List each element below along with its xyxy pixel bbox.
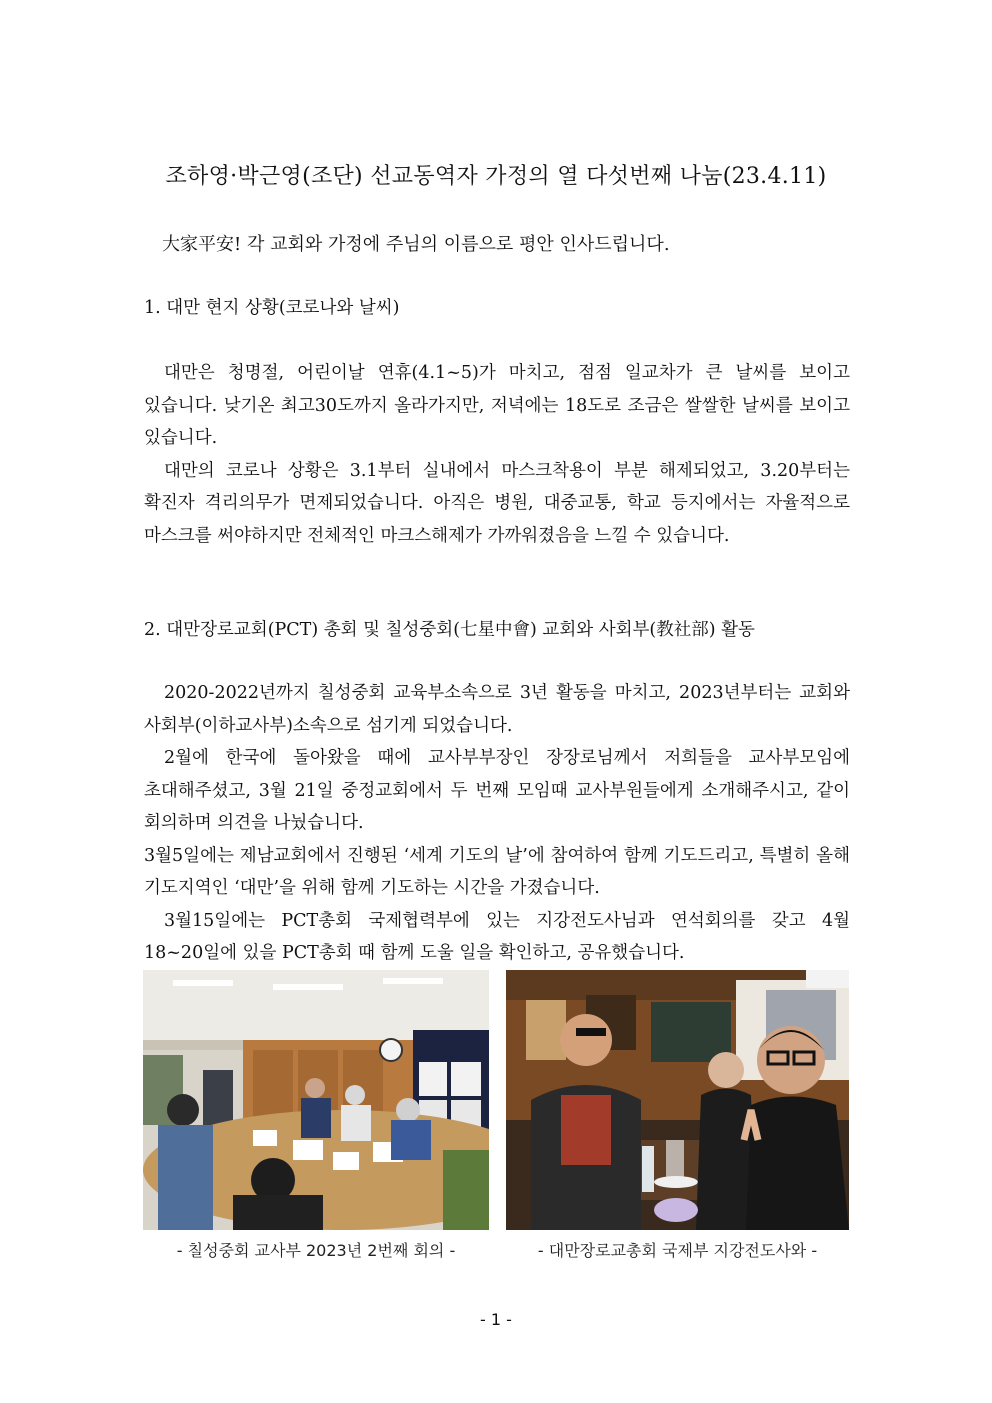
section1-paragraph-2: 대만의 코로나 상황은 3.1부터 실내에서 마스크착용이 부분 해제되었고, 3.20부터는 확진자 격리의무가 면제되었습니다. 아직은 병원, 대중교통, 학교 등지에서는 자율적으로 마스크를 써야하지만 전체적인 마크스해제가 가까워졌음을 느낄 수 있습니다.: [144, 460, 850, 546]
section2-paragraph-4: 3월15일에는 PCT총회 국제협력부에 있는 지강전도사님과 연석회의를 갖고 4월 18~20일에 있을 PCT총회 때 함께 도울 일을 확인하고, 공유했습니다.: [144, 910, 850, 963]
page-number: - 1 -: [480, 1310, 512, 1329]
meeting-photo: [143, 970, 489, 1230]
section2-heading: 2. 대만장로교회(PCT) 총회 및 칠성중회(七星中會) 교회와 사회부(教社部) 활동: [144, 620, 755, 640]
section2-body: [144, 677, 850, 970]
selfie-photo: [506, 970, 849, 1230]
document-title: 조하영·박근영(조단) 선교동역자 가정의 열 다섯번째 나눔(23.4.11): [165, 164, 827, 189]
section1-body: [144, 357, 850, 552]
meeting-photo-caption: - 칠성중회 교사부 2023년 2번째 회의 -: [176, 1241, 456, 1260]
greeting: 大家平安! 각 교회와 가정에 주님의 이름으로 평안 인사드립니다.: [162, 234, 670, 255]
section2-paragraph-1: 2020-2022년까지 칠성중회 교육부소속으로 3년 활동을 마치고, 2023년부터는 교회와 사회부(이하교사부)소속으로 섬기게 되었습니다.: [144, 683, 850, 736]
section1-heading: 1. 대만 현지 상황(코로나와 날씨): [144, 298, 400, 318]
section2-paragraph-3: 3월5일에는 제남교회에서 진행된 ‘세계 기도의 날’에 참여하여 함께 기도드리고, 특별히 올해 기도지역인 ‘대만’을 위해 함께 기도하는 시간을 가졌습니다.: [144, 845, 850, 898]
selfie-photo-caption: - 대만장로교총회 국제부 지강전도사와 -: [537, 1241, 818, 1260]
section1-paragraph-1: 대만은 청명절, 어린이날 연휴(4.1~5)가 마치고, 점점 일교차가 큰 날씨를 보이고 있습니다. 낮기온 최고30도까지 올라가지만, 저녁에는 18도로 조금은 쌀쌀한 날씨를 보이고 있습니다.: [144, 363, 850, 448]
section2-paragraph-2: 2월에 한국에 돌아왔을 때에 교사부부장인 장장로님께서 저희들을 교사부모임에 초대해주셨고, 3월 21일 중정교회에서 두 번째 모임때 교사부원들에게 소개해주시고, 같이 회의하며 의견을 나눴습니다.: [144, 748, 850, 833]
